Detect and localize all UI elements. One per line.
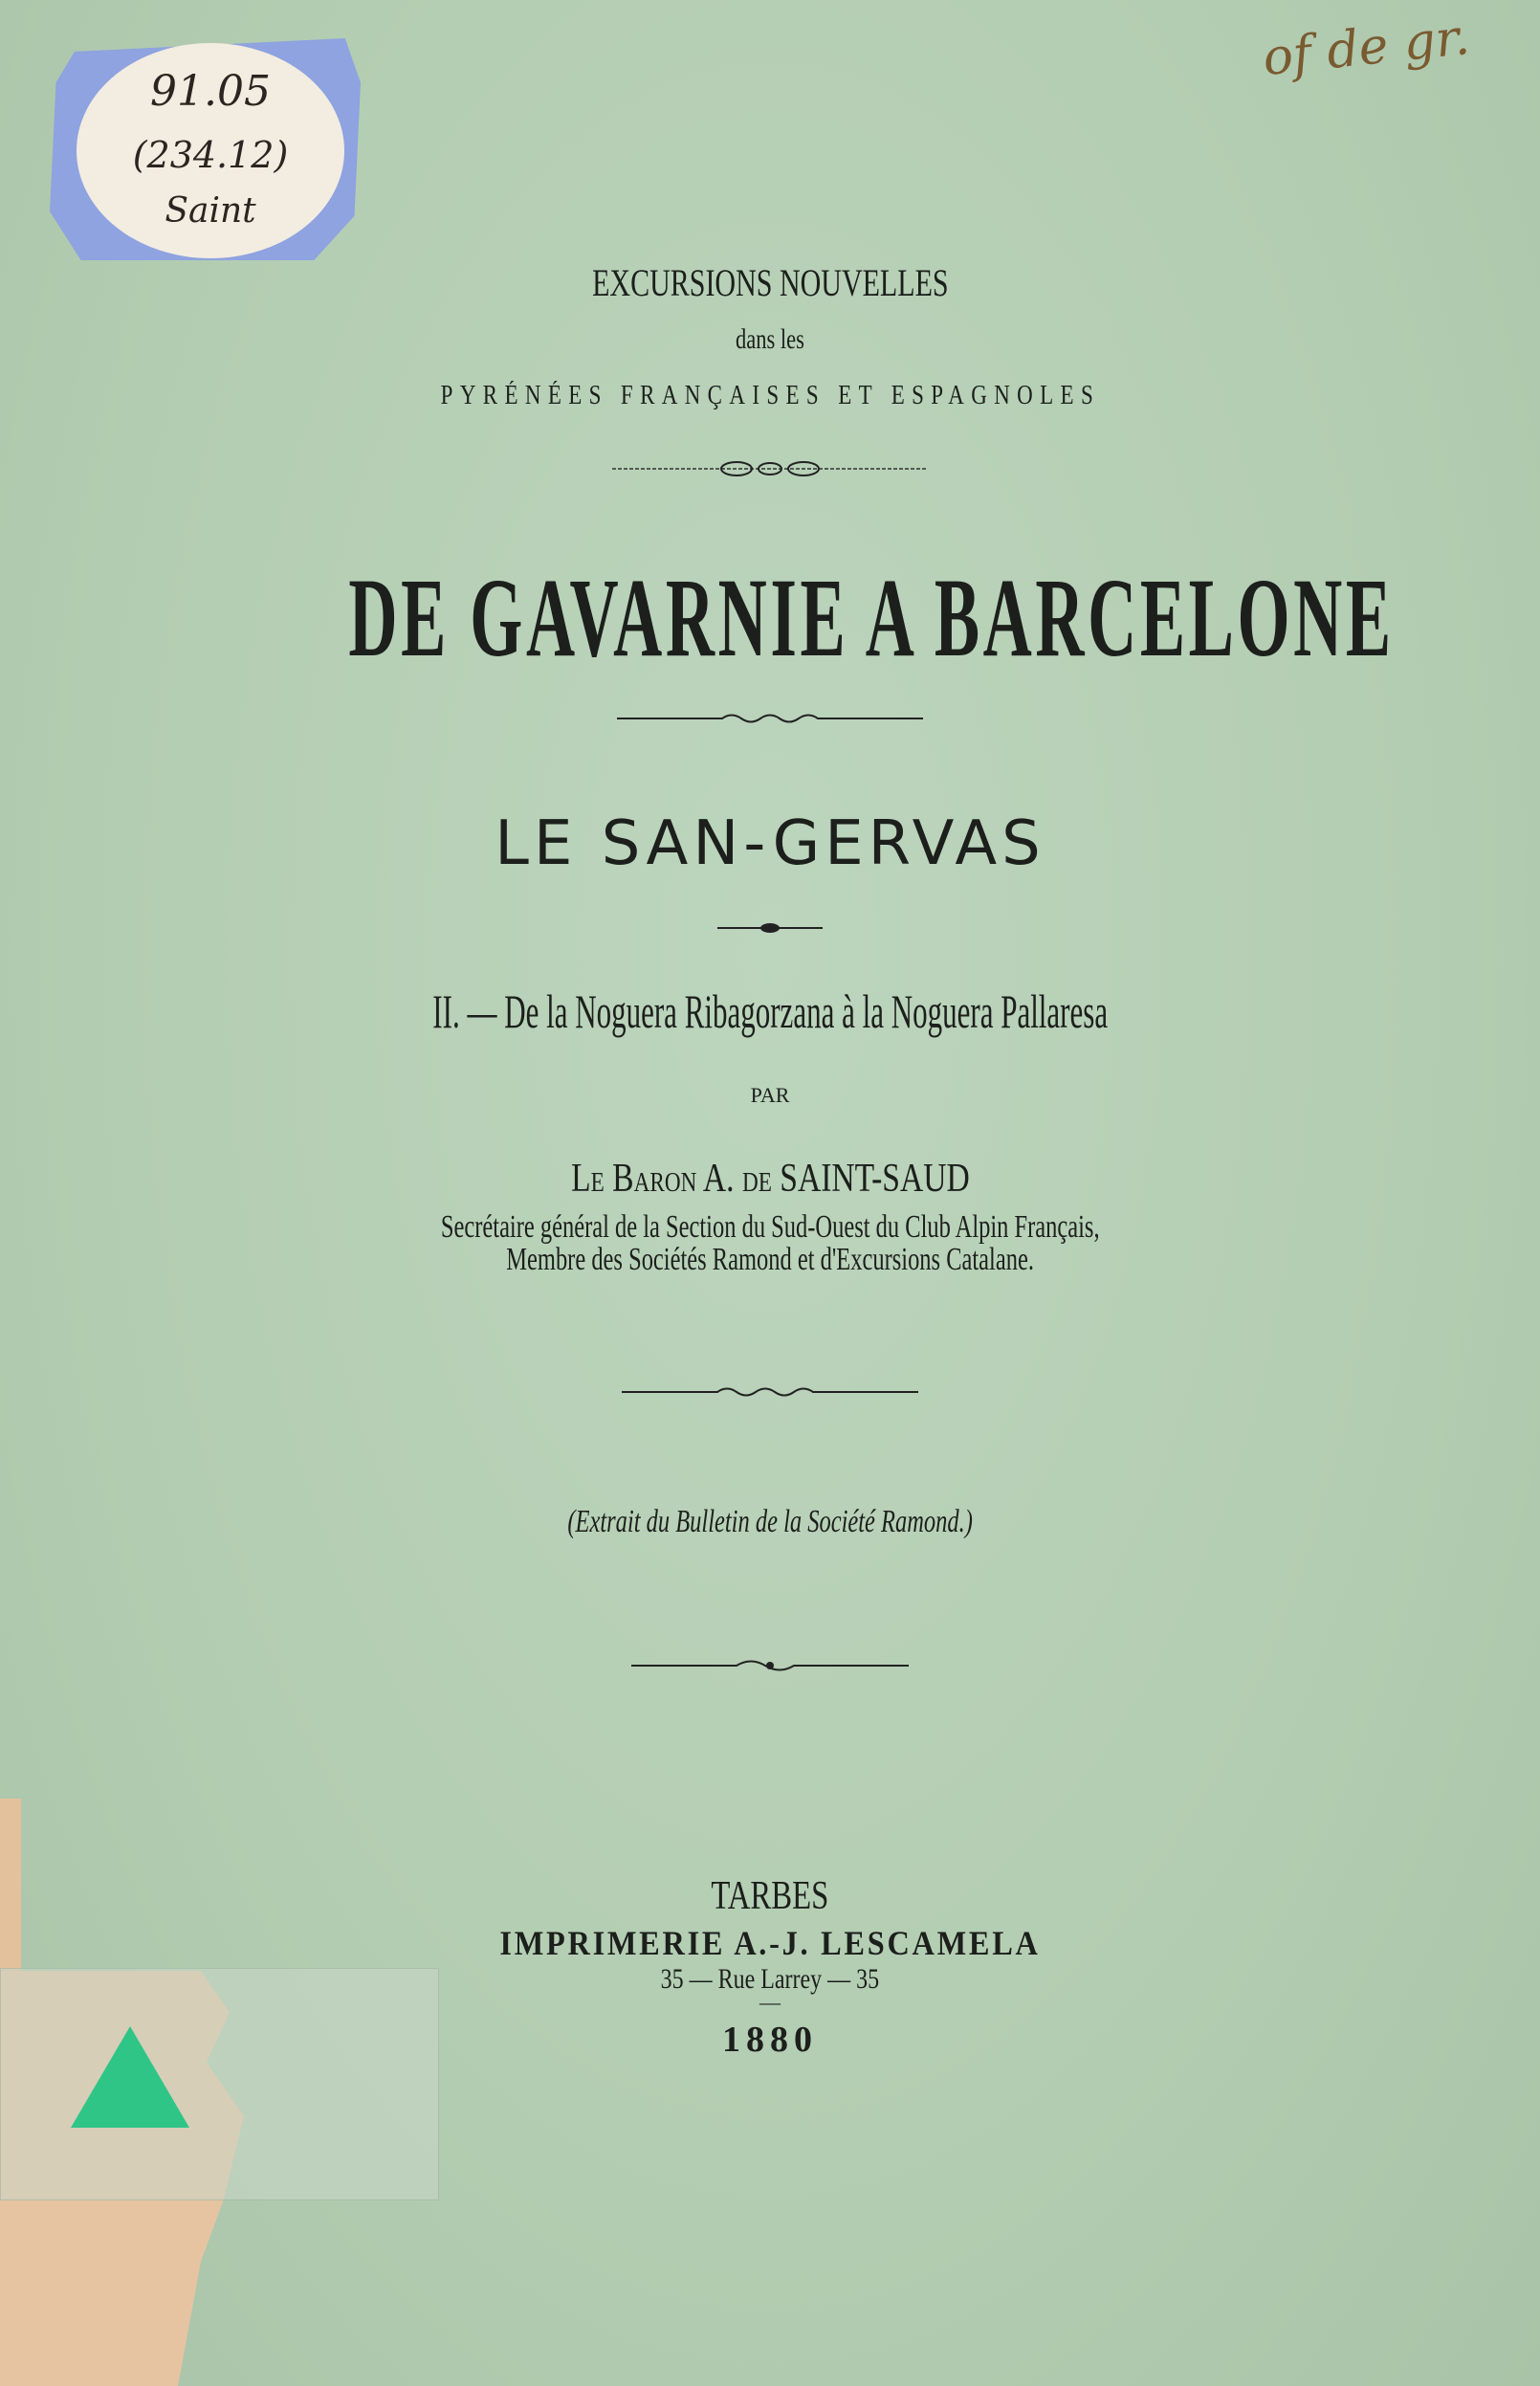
by-label xyxy=(0,1083,1540,1108)
series-connector xyxy=(0,323,1540,356)
extract-note xyxy=(0,1504,1540,1540)
flourish-icon xyxy=(622,1381,918,1403)
author-role-1-text: Secrétaire général de la Section du Sud-Ouest du Club Alpin Français, xyxy=(440,1209,1100,1245)
part-title xyxy=(0,983,1540,1039)
author-role-2-text: Membre des Sociétés Ramond et d'Excursions Catalane. xyxy=(506,1242,1034,1277)
by-label-text: PAR xyxy=(750,1083,790,1107)
subtitle xyxy=(0,808,1540,879)
author-role-1 xyxy=(0,1209,1540,1246)
flourish-icon xyxy=(617,708,923,729)
subtitle-text: LE SAN-GERVAS xyxy=(495,808,1045,879)
ornament-divider xyxy=(0,1381,1540,1403)
label-line-3: Saint xyxy=(165,191,256,231)
author-name xyxy=(0,1156,1540,1202)
author-name-text: Le Baron A. de SAINT-SAUD xyxy=(570,1157,970,1201)
series-title xyxy=(0,260,1540,305)
label-line-1: 91.05 xyxy=(150,67,271,116)
flourish-icon xyxy=(612,457,928,480)
ornament-divider xyxy=(0,1655,1540,1676)
imprint-city-text: TARBES xyxy=(711,1874,829,1918)
series-title-text: EXCURSIONS NOUVELLES xyxy=(591,261,949,304)
imprint-printer-text: IMPRIMERIE A.-J. LESCAMELA xyxy=(499,1924,1041,1962)
main-title-text: DE GAVARNIE A BARCELONE xyxy=(348,555,1395,680)
flourish-icon xyxy=(717,918,823,938)
author-role-2 xyxy=(0,1242,1540,1278)
handwritten-note: of de gr. xyxy=(1260,8,1473,88)
main-title xyxy=(0,553,1540,683)
imprint-dash xyxy=(0,1990,1540,2015)
imprint-printer xyxy=(0,1923,1540,1963)
series-region xyxy=(0,381,1540,411)
ornament-divider xyxy=(0,457,1540,480)
flourish-icon xyxy=(631,1655,909,1676)
ornament-divider xyxy=(0,918,1540,938)
imprint-year-text: 1880 xyxy=(722,2020,818,2060)
extract-note-text: (Extrait du Bulletin de la Société Ramond.) xyxy=(567,1504,973,1539)
part-title-text: II. — De la Noguera Ribagorzana à la Noguera Pallaresa xyxy=(432,984,1108,1038)
imprint-year xyxy=(0,2019,1540,2061)
label-line-2: (234.12) xyxy=(132,134,289,176)
ornament-divider xyxy=(0,708,1540,729)
imprint-city xyxy=(0,1873,1540,1919)
series-connector-text: dans les xyxy=(736,323,804,355)
imprint-dash-text: — xyxy=(759,1990,781,2014)
series-region-text: PYRÉNÉES FRANÇAISES ET ESPAGNOLES xyxy=(440,381,1100,410)
imprint-address-text: 35 — Rue Larrey — 35 xyxy=(660,1963,880,1995)
